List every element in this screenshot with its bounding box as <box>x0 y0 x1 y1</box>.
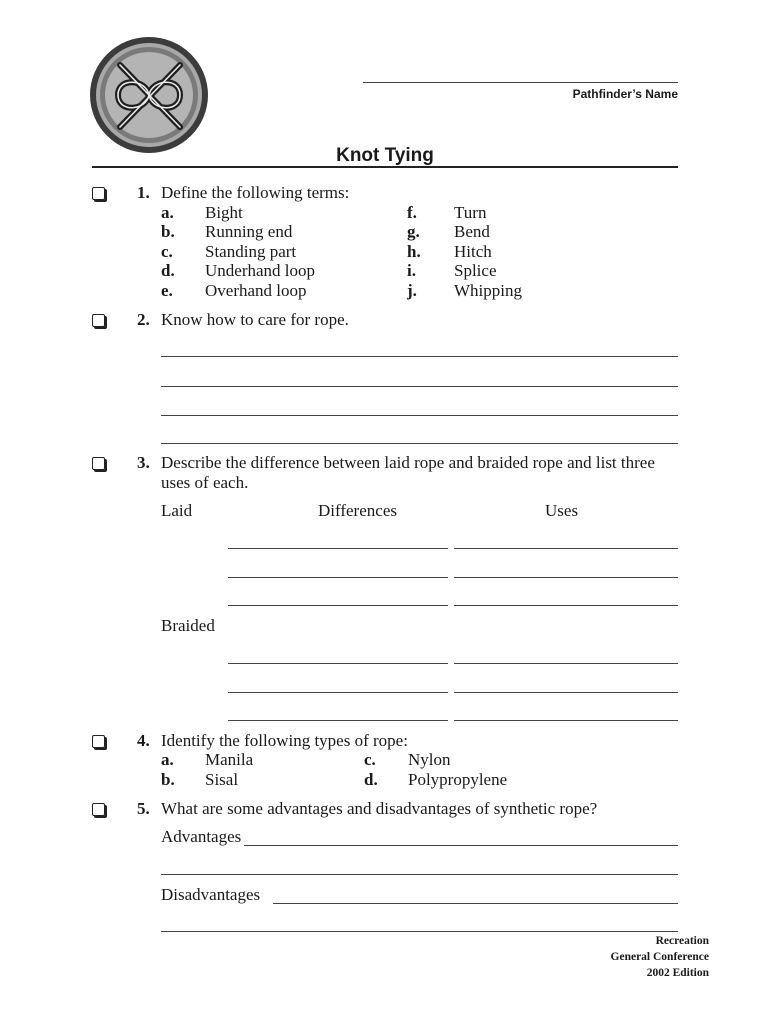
term-letter: f. <box>407 203 417 222</box>
term-letter: c. <box>161 242 173 261</box>
advantages-line[interactable] <box>161 874 678 875</box>
braided-use-line[interactable] <box>454 692 678 693</box>
pathfinder-name-field[interactable] <box>363 82 678 83</box>
term-letter: b. <box>161 222 175 241</box>
q5-checkbox[interactable] <box>92 803 105 816</box>
q2-answer-line[interactable] <box>161 356 678 357</box>
uses-header: Uses <box>545 501 579 520</box>
q1-text: Define the following terms: <box>161 183 350 202</box>
rope-type: Sisal <box>205 770 239 789</box>
q3-text-line2: uses of each. <box>161 473 249 492</box>
q4-checkbox[interactable] <box>92 735 105 748</box>
q3-text-line1: Describe the difference between laid rope and braided rope and list three <box>161 453 655 472</box>
braided-label: Braided <box>161 616 215 635</box>
q1-checkbox[interactable] <box>92 187 105 200</box>
disadvantages-line[interactable] <box>161 931 678 932</box>
footer-section: Recreation <box>655 935 709 947</box>
laid-difference-line[interactable] <box>228 548 448 549</box>
term-label: Underhand loop <box>205 261 316 280</box>
term-label: Splice <box>454 261 497 280</box>
braided-difference-line[interactable] <box>228 663 448 664</box>
rope-type: Manila <box>205 750 254 769</box>
disadvantages-line[interactable] <box>273 903 678 904</box>
laid-use-line[interactable] <box>454 548 678 549</box>
q2-answer-line[interactable] <box>161 415 678 416</box>
laid-difference-line[interactable] <box>228 577 448 578</box>
footer-edition: 2002 Edition <box>646 967 709 979</box>
term-letter: a. <box>161 203 174 222</box>
disadvantages-label: Disadvantages <box>161 885 261 904</box>
braided-difference-line[interactable] <box>228 692 448 693</box>
title-rule <box>92 166 678 168</box>
footer-publisher: General Conference <box>610 951 709 963</box>
q3-checkbox[interactable] <box>92 457 105 470</box>
rope-letter: d. <box>364 770 378 789</box>
differences-header: Differences <box>318 501 397 520</box>
term-letter: e. <box>161 281 173 300</box>
braided-use-line[interactable] <box>454 663 678 664</box>
q2-number: 2. <box>137 310 150 329</box>
q5-text: What are some advantages and disadvantages of synthetic rope? <box>161 799 598 818</box>
term-label: Bend <box>454 222 490 241</box>
footer <box>611 933 709 981</box>
laid-label: Laid <box>161 501 193 520</box>
q2-text: Know how to care for rope. <box>161 310 349 329</box>
term-label: Bight <box>205 203 243 222</box>
rope-letter: b. <box>161 770 175 789</box>
term-letter: d. <box>161 261 175 280</box>
q3-number: 3. <box>137 453 150 472</box>
laid-difference-line[interactable] <box>228 605 448 606</box>
term-label: Hitch <box>454 242 492 261</box>
braided-use-line[interactable] <box>454 720 678 721</box>
term-label: Whipping <box>454 281 522 300</box>
q2-answer-line[interactable] <box>161 386 678 387</box>
page-title: Knot Tying <box>336 145 434 166</box>
term-label: Standing part <box>205 242 297 261</box>
q2-answer-line[interactable] <box>161 443 678 444</box>
q1-number: 1. <box>137 183 150 202</box>
knot-tying-emblem <box>88 35 210 160</box>
rope-letter: a. <box>161 750 174 769</box>
pathfinder-name-label: Pathfinder’s Name <box>572 87 678 101</box>
term-label: Overhand loop <box>205 281 307 300</box>
term-letter: j. <box>407 281 417 300</box>
q2-checkbox[interactable] <box>92 314 105 327</box>
q4-text: Identify the following types of rope: <box>161 731 408 750</box>
rope-letter: c. <box>364 750 376 769</box>
q4-number: 4. <box>137 731 150 750</box>
term-letter: i. <box>407 261 416 280</box>
laid-use-line[interactable] <box>454 605 678 606</box>
rope-type: Nylon <box>408 750 451 769</box>
braided-difference-line[interactable] <box>228 720 448 721</box>
rope-type: Polypropylene <box>408 770 508 789</box>
term-label: Turn <box>454 203 487 222</box>
laid-use-line[interactable] <box>454 577 678 578</box>
advantages-line[interactable] <box>244 845 678 846</box>
term-label: Running end <box>205 222 293 241</box>
term-letter: g. <box>407 222 420 241</box>
advantages-label: Advantages <box>161 827 242 846</box>
q5-number: 5. <box>137 799 150 818</box>
term-letter: h. <box>407 242 421 261</box>
